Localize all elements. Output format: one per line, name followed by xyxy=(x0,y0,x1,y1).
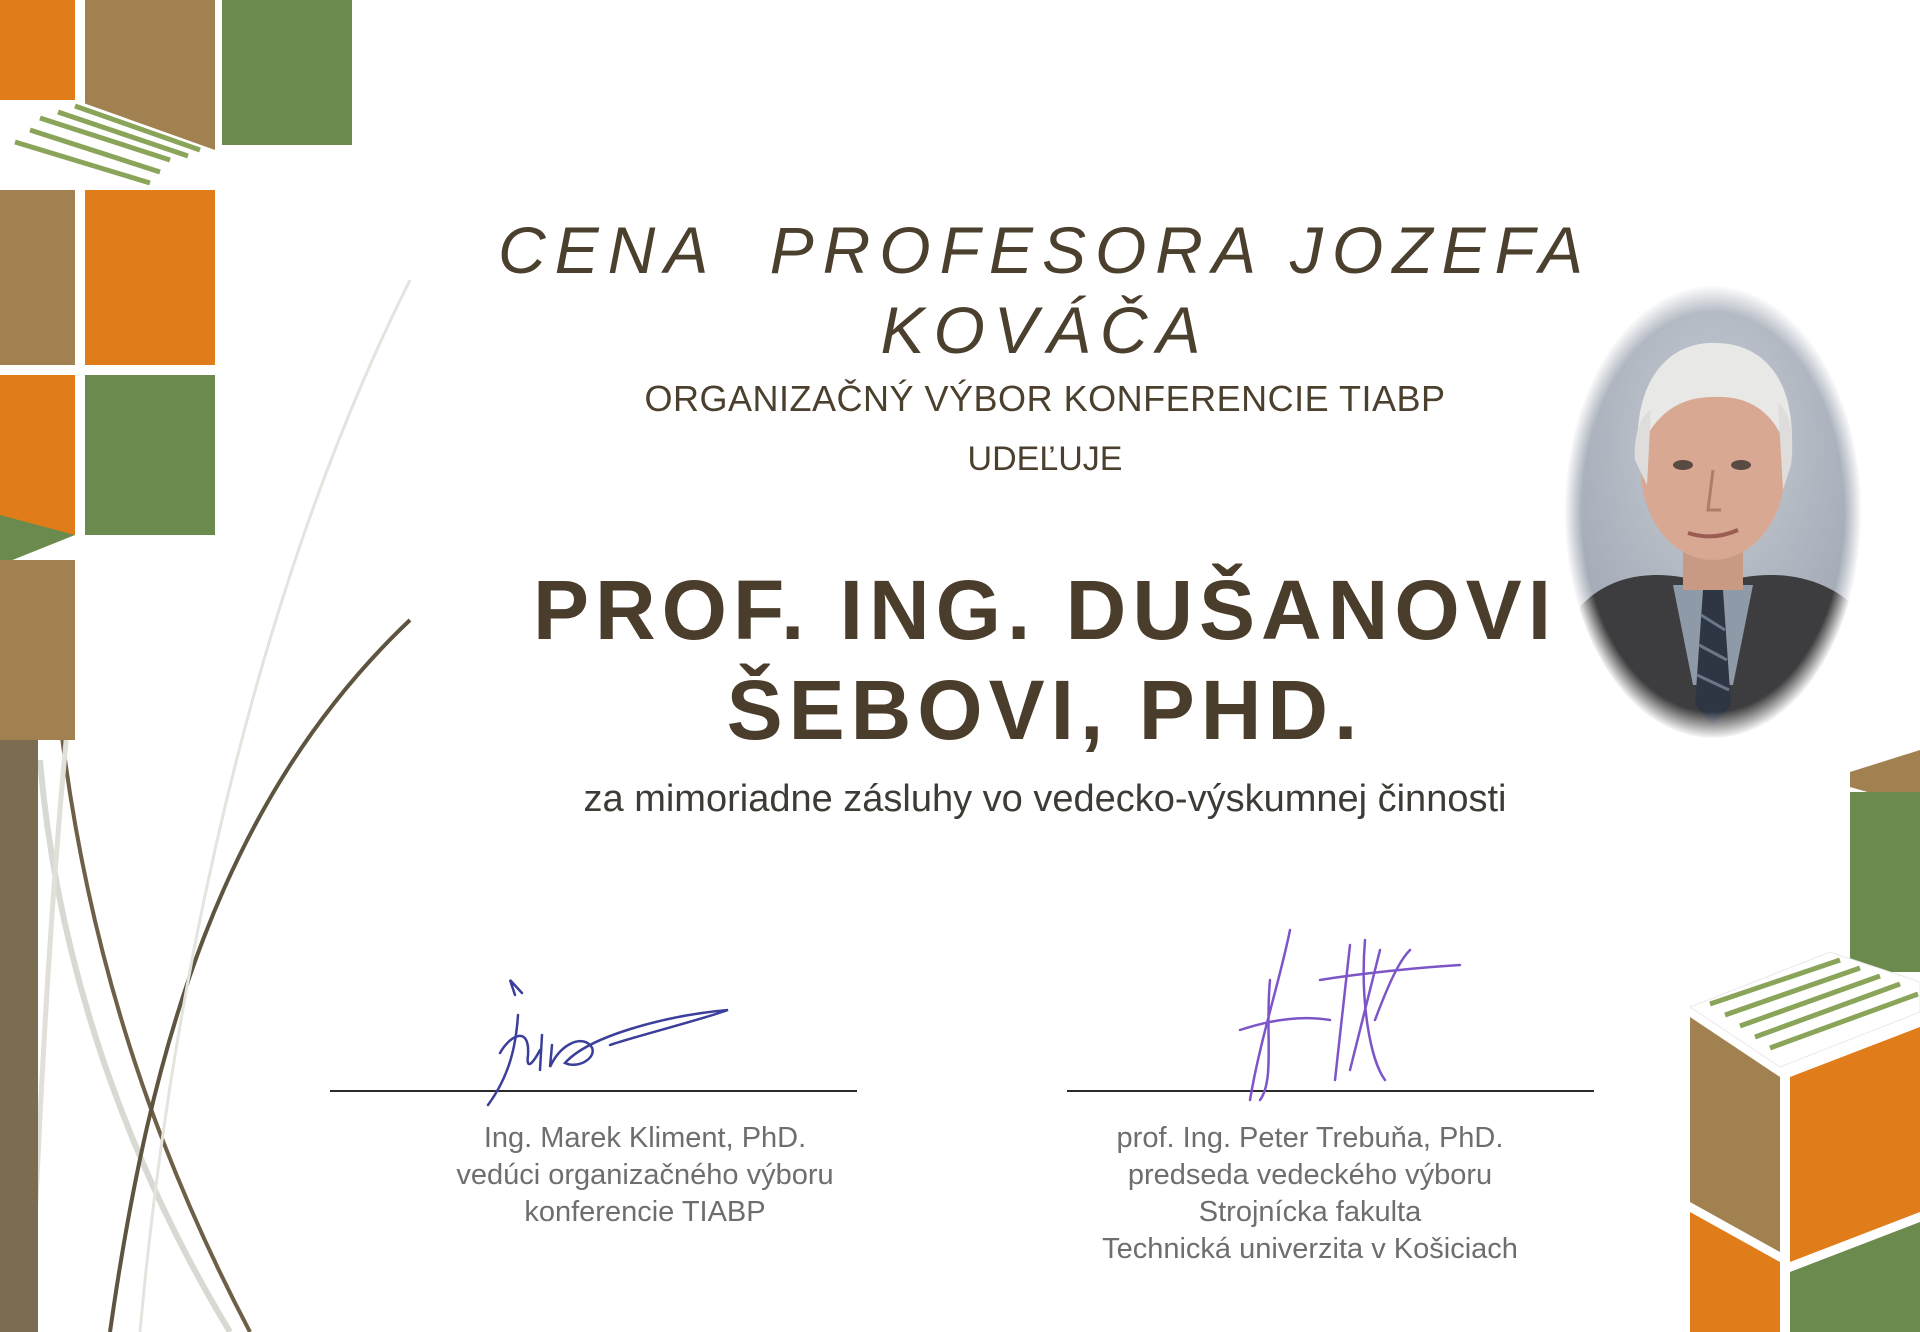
award-title-line1: CENA PROFESORA JOZEFA xyxy=(498,213,1592,287)
awards-verb: UDEĽUJE xyxy=(967,440,1123,478)
signatory-right-role2: Strojnícka fakulta xyxy=(1198,1196,1422,1228)
recipient-line1: PROF. ING. DUŠANOVI xyxy=(532,563,1558,657)
award-reason: za mimoriadne zásluhy vo vedecko-výskumnej činnosti xyxy=(583,778,1507,820)
signature-left xyxy=(470,975,740,1115)
award-title xyxy=(330,210,1760,370)
recipient-portrait xyxy=(1563,285,1863,740)
award-title-line2: KOVÁČA xyxy=(880,293,1210,367)
signatory-left-role1: vedúci organizačného výboru xyxy=(456,1159,834,1191)
decorative-cubes-right xyxy=(1690,732,1920,1332)
signatory-left-name: Ing. Marek Kliment, PhD. xyxy=(483,1122,807,1154)
signatory-right-role1: predseda vedeckého výboru xyxy=(1127,1159,1493,1191)
organizer-text: ORGANIZAČNÝ VÝBOR KONFERENCIE TIABP xyxy=(644,378,1446,419)
recipient-line2: ŠEBOVI, PHD. xyxy=(726,663,1364,757)
signatory-right-role3: Technická univerzita v Košiciach xyxy=(1102,1233,1518,1265)
signature-right xyxy=(1210,920,1470,1110)
signatory-left-role2: konferencie TIABP xyxy=(524,1196,766,1228)
recipient-name xyxy=(330,560,1760,760)
signatory-right-name: prof. Ing. Peter Trebuňa, PhD. xyxy=(1116,1122,1504,1154)
